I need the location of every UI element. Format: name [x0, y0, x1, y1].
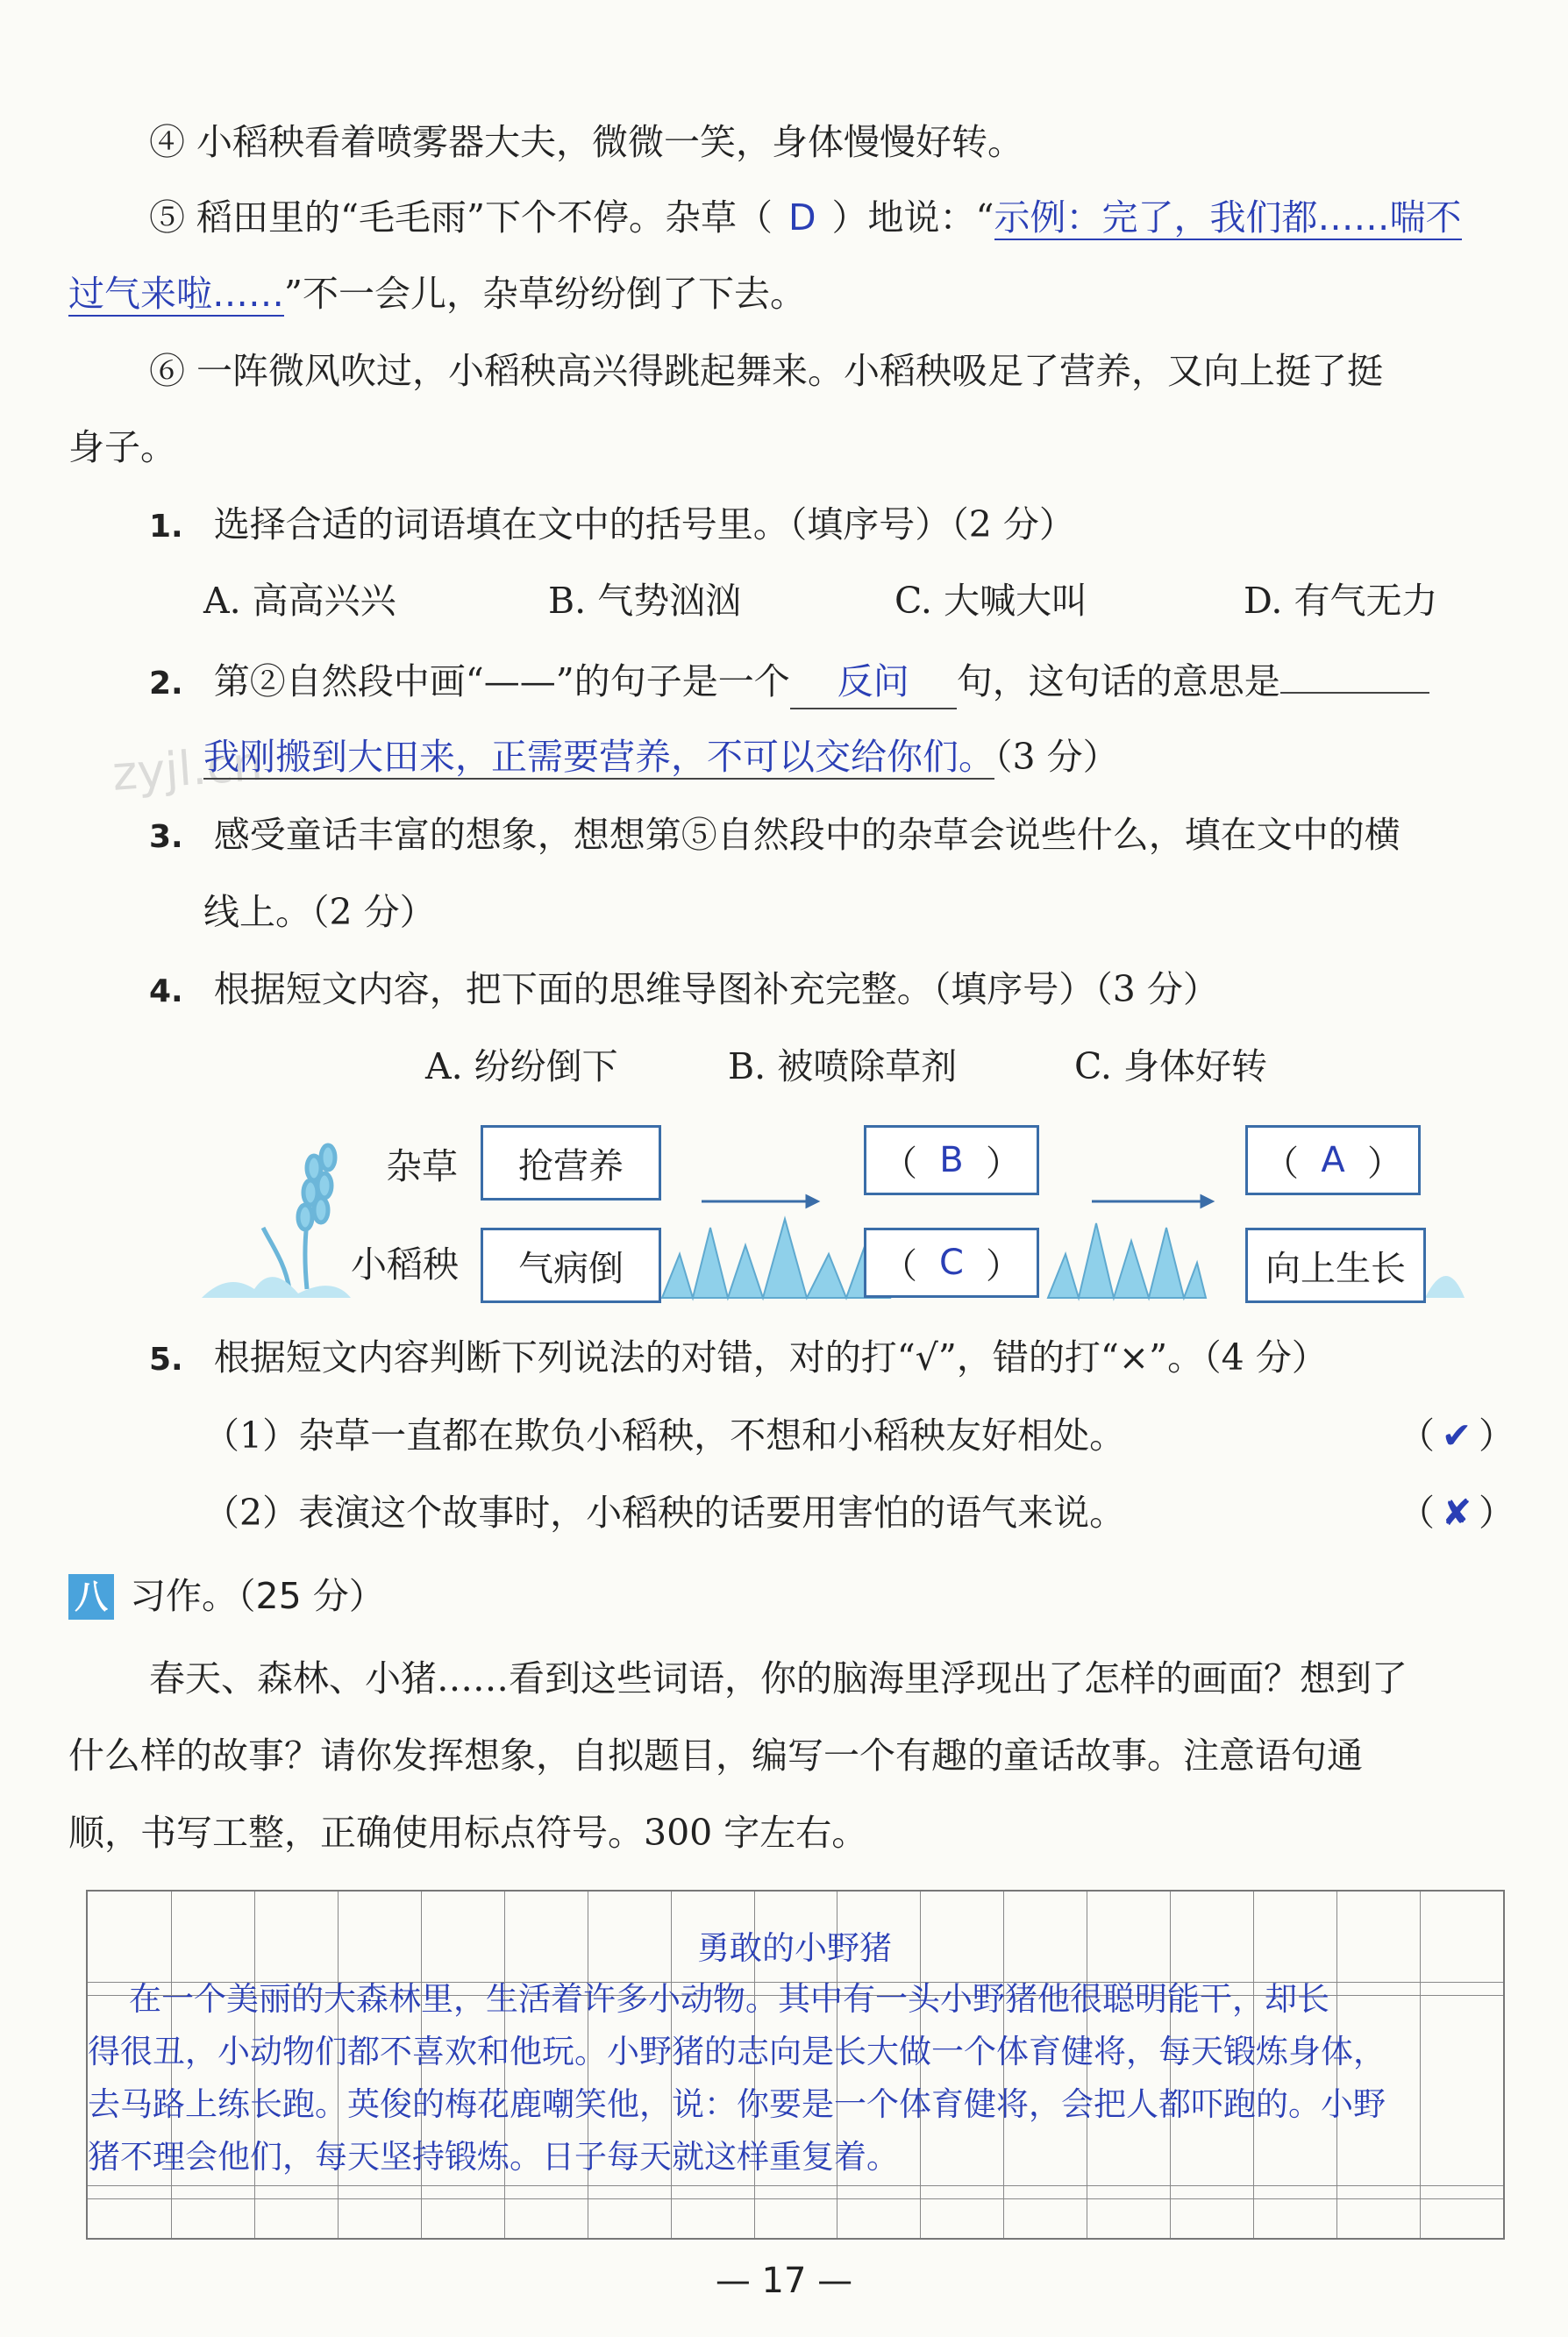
q2-answer-line	[203, 730, 1119, 783]
mindmap-box-weeds-3	[1245, 1125, 1421, 1195]
paragraph-5-text-b: ）地说：“	[831, 196, 994, 239]
q1-option-d: D. 有气无力	[1244, 580, 1438, 622]
mindmap-box-weeds-2	[864, 1125, 1039, 1195]
essay-title: 勇敢的小野猪	[697, 1929, 892, 1967]
paren-right: ）	[1367, 1143, 1402, 1184]
check-mark-icon: ✔	[1441, 1414, 1472, 1457]
q2-score: （3 分）	[994, 736, 1119, 778]
paragraph-5-fill: D	[788, 196, 816, 239]
paragraph-5-text-c: ”不一会儿，杂草纷纷倒了下去。	[284, 273, 806, 315]
question-4	[149, 963, 1219, 1018]
q1-option-c: C. 大喊大叫	[894, 580, 1087, 622]
paragraph-5-answer-1: 示例：完了，我们都……喘不	[994, 196, 1462, 239]
page-number: — 17 —	[715, 2261, 853, 2301]
prompt-line-1: 春天、森林、小猪……看到这些词语，你的脑海里浮现出了怎样的画面？想到了	[149, 1657, 1408, 1699]
wheat-plant-icon	[263, 1145, 335, 1289]
essay-line-4: 猪不理会他们，每天坚持锻炼。日子每天就这样重复着。	[88, 2138, 899, 2176]
paragraph-6-line-1: ⑥ 一阵微风吹过，小稻秧高兴得跳起舞来。小稻秧吸足了营养，又向上挺了挺	[149, 350, 1384, 392]
q2-blank	[1280, 653, 1429, 694]
mindmap-answer-a: A	[1321, 1140, 1345, 1180]
paragraph-5-answer-2: 过气来啦……	[68, 273, 284, 315]
paren-left: （	[882, 1143, 917, 1184]
paren-left: （	[1264, 1143, 1299, 1184]
mindmap-answer-b: B	[939, 1140, 964, 1180]
q1-option-b: B. 气势汹汹	[548, 580, 742, 622]
question-text-a: 第②自然段中画“——”的句子是一个	[213, 660, 790, 702]
watermark: zyjl.cn	[110, 736, 265, 802]
grass-middle	[662, 1219, 890, 1298]
grid-row-line	[88, 2198, 1503, 2199]
question-number: 1.	[149, 509, 183, 545]
q2-meaning-answer: 我刚搬到大田来，正需要营养，不可以交给你们。	[203, 736, 994, 778]
mindmap-answer-c: C	[939, 1243, 964, 1283]
prompt-line-2: 什么样的故事？请你发挥想象，自拟题目，编写一个有趣的童话故事。注意语句通	[68, 1735, 1363, 1777]
grass-left	[202, 1277, 351, 1298]
question-number: 2.	[149, 666, 183, 702]
q1-option-a: A. 高高兴兴	[203, 580, 396, 622]
grass-right	[1048, 1223, 1206, 1298]
prompt-line-3: 顺，书写工整，正确使用标点符号。300 字左右。	[68, 1812, 868, 1854]
paragraph-6-line-2: 身子。	[68, 426, 176, 468]
question-number: 4.	[149, 973, 183, 1009]
mindmap-box-seedling-2	[864, 1228, 1039, 1298]
mindmap-row-label-seedling: 小稻秧	[351, 1243, 459, 1286]
grass-far-right	[1425, 1276, 1465, 1298]
section-8-title: 习作。（25 分）	[130, 1575, 385, 1617]
q4-option-b: B. 被喷除草剂	[728, 1045, 958, 1087]
paragraph-5-line-1	[149, 191, 1462, 244]
paragraph-5-text-a: ⑤ 稻田里的“毛毛雨”下个不停。杂草（	[149, 196, 773, 239]
mindmap-box-sick: 气病倒	[481, 1228, 661, 1303]
mindmap-row-label-weeds: 杂草	[386, 1145, 458, 1187]
paragraph-4: ④ 小稻秧看着喷雾器大夫，微微一笑，身体慢慢好转。	[149, 121, 1024, 163]
q5-item-1: （1）杂草一直都在欺负小稻秧，不想和小稻秧友好相处。	[203, 1414, 1126, 1457]
question-text: 选择合适的词语填在文中的括号里。（填序号）（2 分）	[213, 503, 1075, 545]
cross-mark-icon: ✘	[1441, 1492, 1472, 1534]
q5-item-1-answer: （ ✔ ）	[1399, 1409, 1515, 1462]
question-number: 3.	[149, 819, 183, 855]
question-2	[149, 653, 1429, 710]
paragraph-5-line-2	[68, 267, 806, 320]
paren-right: ）	[986, 1245, 1021, 1286]
question-text: 感受童话丰富的想象，想想第⑤自然段中的杂草会说些什么，填在文中的横	[213, 814, 1401, 856]
question-number: 5.	[149, 1342, 183, 1378]
essay-line-1: 在一个美丽的大森林里，生活着许多小动物。其中有一头小野猪他很聪明能干，却长	[88, 1980, 1330, 2018]
q5-item-2-answer: （ ✘ ）	[1399, 1486, 1515, 1539]
q4-option-a: A. 纷纷倒下	[425, 1045, 618, 1087]
q5-item-2: （2）表演这个故事时，小稻秧的话要用害怕的语气来说。	[203, 1492, 1126, 1534]
essay-line-2: 得很丑，小动物们都不喜欢和他玩。小野猪的志向是长大做一个体育健将，每天锻炼身体，	[88, 2033, 1386, 2070]
question-3-line-2: 线上。（2 分）	[203, 891, 436, 933]
grid-row-line	[88, 2185, 1503, 2186]
question-text: 根据短文内容判断下列说法的对错，对的打“√”，错的打“×”。（4 分）	[213, 1336, 1328, 1379]
paren-left: （	[882, 1245, 917, 1286]
paren-right: ）	[985, 1143, 1021, 1184]
q4-option-c: C. 身体好转	[1074, 1045, 1267, 1087]
q2-fill-answer: 反问	[790, 655, 957, 709]
mindmap-box-grow-up: 向上生长	[1245, 1228, 1426, 1303]
section-8-badge: 八	[68, 1574, 114, 1620]
question-text-b: 句，这句话的意思是	[956, 660, 1280, 702]
question-text: 根据短文内容，把下面的思维导图补充完整。（填序号）（3 分）	[213, 968, 1219, 1010]
question-3	[149, 809, 1401, 864]
arrow-icon	[702, 1196, 1212, 1207]
question-1	[149, 498, 1075, 553]
essay-line-3: 去马路上练长跑。英俊的梅花鹿嘲笑他，说：你要是一个体育健将，会把人都吓跑的。小野	[88, 2085, 1386, 2123]
question-5	[149, 1331, 1328, 1386]
mindmap-box-grab-nutrients: 抢营养	[481, 1125, 661, 1201]
